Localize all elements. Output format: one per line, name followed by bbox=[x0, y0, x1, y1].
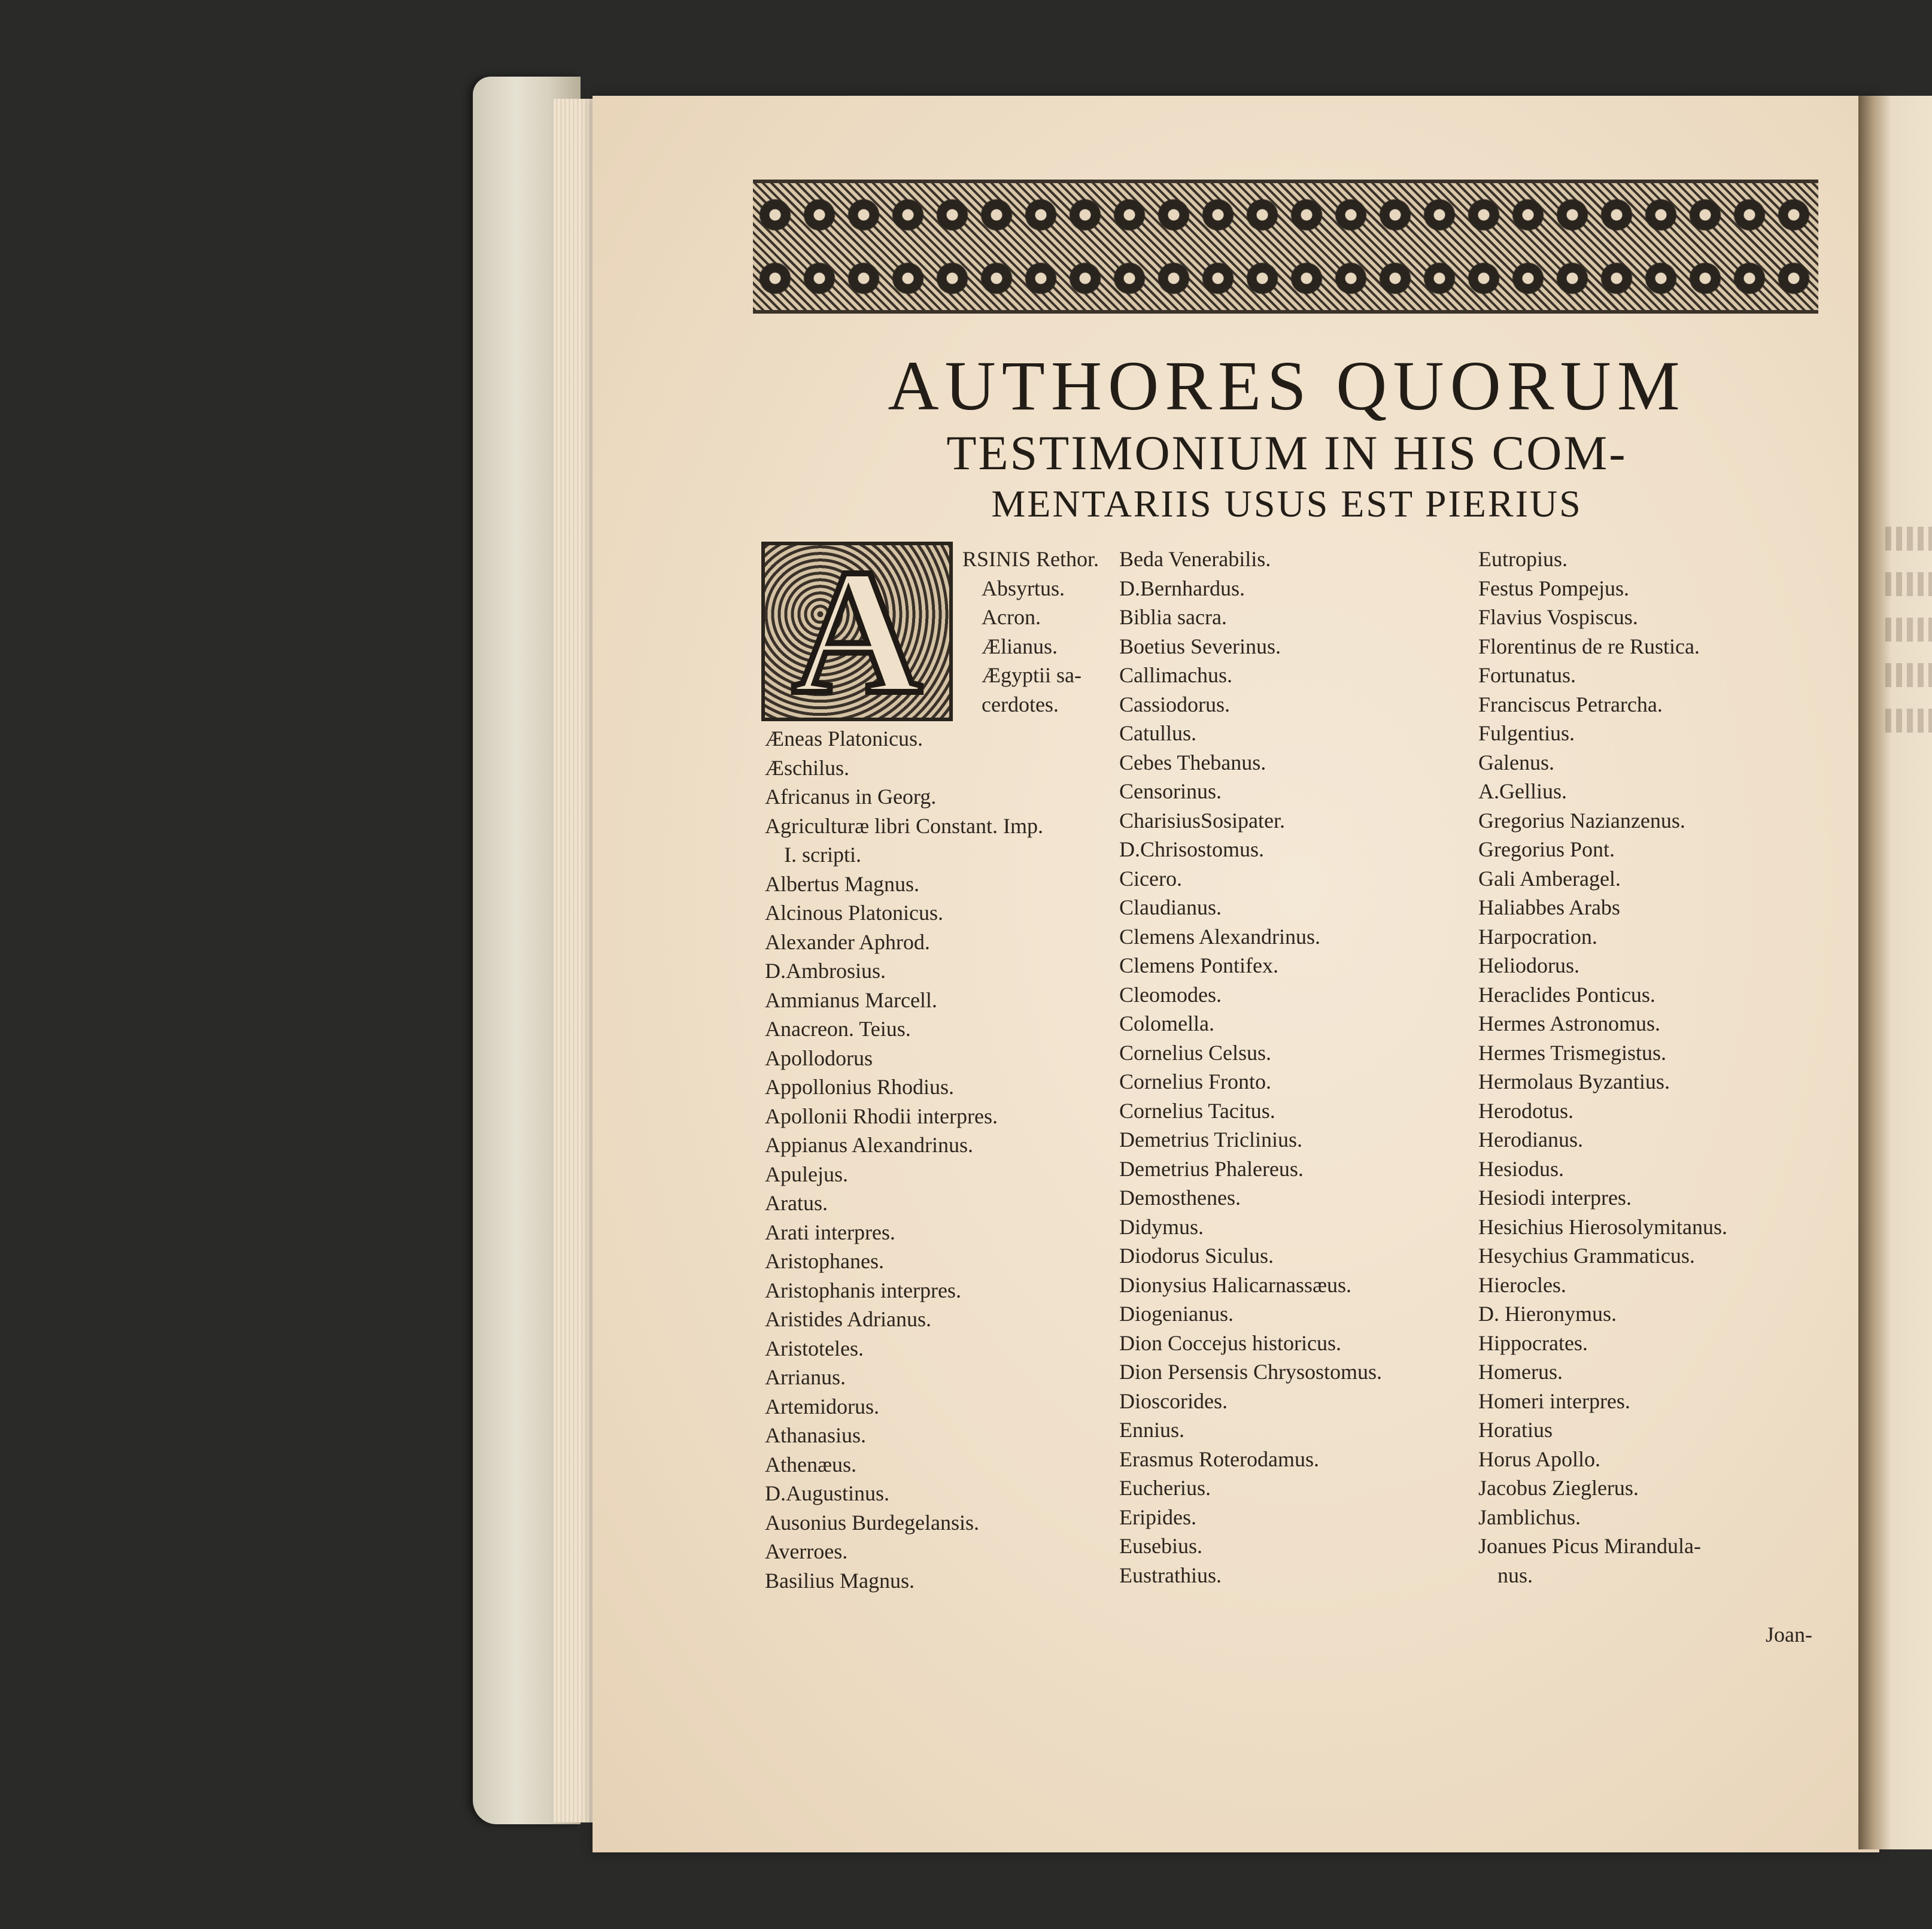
author-entry: Athenæus. bbox=[765, 1452, 856, 1477]
author-entry: Alcinous Platonicus. bbox=[765, 901, 943, 925]
author-entry: Cornelius Tacitus. bbox=[1119, 1098, 1275, 1123]
author-entry: Apollodorus bbox=[765, 1046, 873, 1070]
author-entry: Cornelius Fronto. bbox=[1119, 1070, 1272, 1093]
author-entry: Cassiodorus. bbox=[1119, 692, 1231, 716]
author-entry: D.Bernhardus. bbox=[1119, 576, 1245, 600]
author-entry: A.Gellius. bbox=[1478, 779, 1567, 803]
author-entry: Flavius Vospiscus. bbox=[1478, 605, 1638, 629]
author-entry: Clemens Pontifex. bbox=[1119, 953, 1278, 977]
author-entry: Dioscorides. bbox=[1119, 1389, 1228, 1413]
page-title bbox=[808, 347, 1766, 527]
author-entry: I. scripti. bbox=[784, 843, 861, 867]
author-entry: Censorinus. bbox=[1119, 779, 1222, 803]
author-entry: Horatius bbox=[1478, 1418, 1553, 1442]
author-entry: Basilius Magnus. bbox=[765, 1568, 915, 1593]
author-entry: Alexander Aphrod. bbox=[765, 929, 930, 954]
author-entry: Biblia sacra. bbox=[1119, 605, 1227, 629]
author-entry: Fulgentius. bbox=[1478, 721, 1575, 745]
author-entry: Herodianus. bbox=[1478, 1128, 1583, 1152]
facing-page-edge bbox=[1858, 96, 1932, 1849]
author-entry: Artemidorus. bbox=[765, 1394, 879, 1418]
author-entry: Demetrius Triclinius. bbox=[1119, 1128, 1303, 1152]
author-entry: Diodorus Siculus. bbox=[1119, 1244, 1274, 1268]
decorated-initial bbox=[761, 532, 953, 731]
author-entry: Herodotus. bbox=[1478, 1098, 1573, 1123]
author-entry: Hierocles. bbox=[1478, 1272, 1566, 1297]
author-entry: Dion Coccejus historicus. bbox=[1119, 1330, 1341, 1355]
author-entry: Jacobus Zieglerus. bbox=[1478, 1476, 1639, 1500]
author-entry: Beda Venerabilis. bbox=[1119, 547, 1271, 571]
author-entry: Aristophanes. bbox=[765, 1249, 884, 1273]
author-entry: Aristophanis interpres. bbox=[765, 1278, 961, 1302]
author-entry: Acron. bbox=[982, 605, 1041, 629]
author-entry: Heraclides Ponticus. bbox=[1478, 982, 1655, 1007]
author-column-2 bbox=[1119, 545, 1382, 1590]
author-entry: Catullus. bbox=[1119, 721, 1197, 745]
author-entry: Florentinus de re Rustica. bbox=[1478, 634, 1700, 658]
author-entry: Claudianus. bbox=[1119, 895, 1222, 919]
author-entry: Joanues Picus Mirandula- bbox=[1478, 1534, 1701, 1558]
author-entry: Demosthenes. bbox=[1119, 1186, 1241, 1210]
author-entry: Festus Pompejus. bbox=[1478, 576, 1630, 600]
author-entry: Appianus Alexandrinus. bbox=[765, 1133, 973, 1157]
author-entry: Harpocration. bbox=[1478, 924, 1597, 949]
author-entry: Appollonius Rhodius. bbox=[765, 1075, 955, 1099]
author-entry: D.Chrisostomus. bbox=[1119, 837, 1265, 861]
author-entry: Eucherius. bbox=[1119, 1476, 1211, 1500]
author-entry: Æschilus. bbox=[765, 755, 850, 780]
author-entry: Cicero. bbox=[1119, 866, 1182, 891]
author-entry: Diogenianus. bbox=[1119, 1302, 1234, 1326]
author-entry: Hesychius Grammaticus. bbox=[1478, 1244, 1695, 1268]
author-entry: Eutropius. bbox=[1478, 547, 1568, 571]
author-entry: Agriculturæ libri Constant. Imp. bbox=[765, 813, 1043, 838]
author-entry: Franciscus Petrarcha. bbox=[1478, 692, 1663, 716]
author-entry: Eripides. bbox=[1119, 1505, 1196, 1529]
author-entry: Eusebius. bbox=[1119, 1534, 1202, 1558]
author-entry: Albertus Magnus. bbox=[765, 871, 919, 896]
author-entry: Haliabbes Arabs bbox=[1478, 895, 1620, 919]
author-entry: Hesiodus. bbox=[1478, 1156, 1564, 1181]
author-entry: Homerus. bbox=[1478, 1360, 1563, 1384]
floral-headpiece-ornament bbox=[753, 180, 1818, 314]
author-entry: Homeri interpres. bbox=[1478, 1389, 1630, 1413]
author-entry: Aristoteles. bbox=[765, 1336, 864, 1360]
author-entry: Hippocrates. bbox=[1478, 1330, 1588, 1355]
author-entry: Cleomodes. bbox=[1119, 982, 1222, 1007]
author-entry: Hesiodi interpres. bbox=[1478, 1186, 1632, 1210]
facing-page-bleed bbox=[1885, 527, 1932, 754]
author-entry: Arati interpres. bbox=[765, 1220, 895, 1244]
author-entry: Horus Apollo. bbox=[1478, 1447, 1601, 1471]
author-entry: Ægyptii sa- bbox=[982, 663, 1082, 687]
initial-letter: A bbox=[792, 532, 922, 731]
author-entry: Apollonii Rhodii interpres. bbox=[765, 1104, 998, 1128]
author-entry: Gregorius Nazianzenus. bbox=[1478, 808, 1685, 833]
author-entry: Hermolaus Byzantius. bbox=[1478, 1070, 1670, 1093]
author-entry: Eustrathius. bbox=[1119, 1563, 1222, 1587]
author-entry: Apulejus. bbox=[765, 1162, 848, 1186]
author-entry: Heliodorus. bbox=[1478, 953, 1579, 977]
author-entry: D.Ambrosius. bbox=[765, 959, 886, 983]
initial-adjacent-entries bbox=[962, 545, 1099, 719]
author-entry: Callimachus. bbox=[1119, 663, 1232, 687]
author-entry: Absyrtus. bbox=[982, 576, 1065, 600]
page-edges bbox=[554, 99, 596, 1822]
author-entry: Athanasius. bbox=[765, 1423, 866, 1447]
author-entry: Jamblichus. bbox=[1478, 1505, 1581, 1529]
author-entry: Cornelius Celsus. bbox=[1119, 1040, 1272, 1065]
author-entry: RSINIS Rethor. bbox=[962, 547, 1099, 571]
author-entry: Boetius Severinus. bbox=[1119, 634, 1281, 658]
author-entry: Erasmus Roterodamus. bbox=[1119, 1447, 1319, 1471]
author-entry: Aratus. bbox=[765, 1191, 828, 1215]
title-line-2: TESTIMONIUM IN HIS COM- bbox=[946, 426, 1627, 480]
author-entry: Africanus in Georg. bbox=[765, 785, 937, 809]
author-entry: Galenus. bbox=[1478, 750, 1554, 774]
author-entry: Hermes Trismegistus. bbox=[1478, 1040, 1667, 1065]
title-line-3: MENTARIIS USUS EST PIERIUS bbox=[991, 482, 1582, 525]
author-entry: D.Augustinus. bbox=[765, 1481, 890, 1505]
author-entry: Ammianus Marcell. bbox=[765, 988, 937, 1012]
author-entry: Fortunatus. bbox=[1478, 663, 1576, 687]
author-entry: Didymus. bbox=[1119, 1214, 1204, 1239]
author-entry: CharisiusSosipater. bbox=[1119, 808, 1285, 833]
author-entry: Anacreon. Teius. bbox=[765, 1017, 911, 1041]
author-entry: Arrianus. bbox=[765, 1365, 846, 1389]
author-column-1 bbox=[765, 724, 1043, 1595]
author-entry: Dionysius Halicarnassæus. bbox=[1119, 1272, 1351, 1297]
author-entry: Aristides Adrianus. bbox=[765, 1307, 931, 1331]
author-entry: Hermes Astronomus. bbox=[1478, 1011, 1660, 1035]
author-entry: Æneas Platonicus. bbox=[765, 727, 923, 751]
author-entry: Ælianus. bbox=[982, 634, 1058, 658]
author-entry: Clemens Alexandrinus. bbox=[1119, 924, 1320, 949]
author-entry: Cebes Thebanus. bbox=[1119, 750, 1266, 774]
author-column-3 bbox=[1478, 545, 1727, 1590]
author-entry: Averroes. bbox=[765, 1539, 848, 1563]
title-line-1: AUTHORES QUORUM bbox=[888, 347, 1686, 425]
catchword: Joan- bbox=[1766, 1623, 1812, 1647]
author-entry: Colomella. bbox=[1119, 1011, 1214, 1035]
author-entry: Gregorius Pont. bbox=[1478, 837, 1615, 861]
author-entry: Dion Persensis Chrysostomus. bbox=[1119, 1360, 1383, 1384]
author-entry: Gali Amberagel. bbox=[1478, 866, 1621, 891]
author-entry: Hesichius Hierosolymitanus. bbox=[1478, 1214, 1727, 1239]
author-entry: D. Hieronymus. bbox=[1478, 1302, 1617, 1326]
author-entry: nus. bbox=[1497, 1563, 1533, 1587]
author-entry: Demetrius Phalereus. bbox=[1119, 1156, 1304, 1181]
author-entry: cerdotes. bbox=[982, 692, 1059, 716]
author-entry: Ausonius Burdegelansis. bbox=[765, 1510, 979, 1535]
author-entry: Ennius. bbox=[1119, 1418, 1185, 1442]
